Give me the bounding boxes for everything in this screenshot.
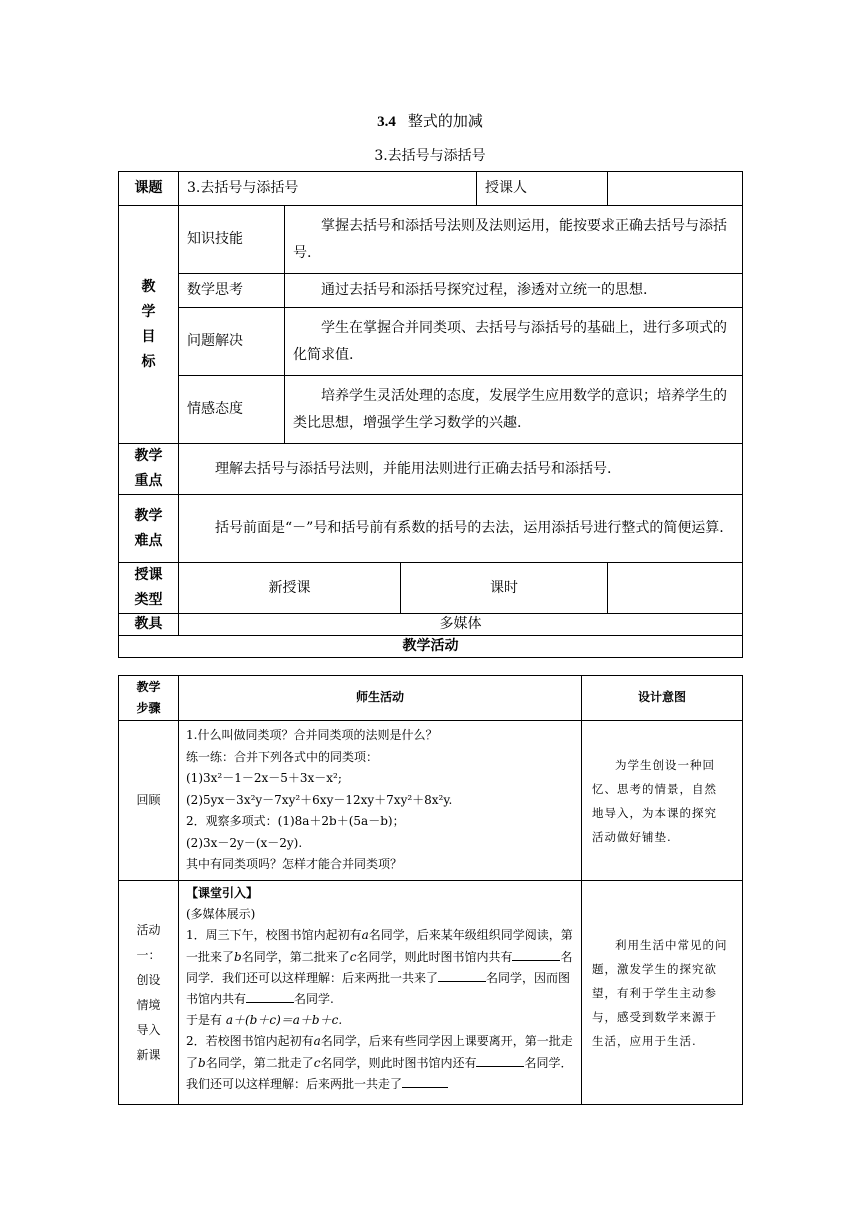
lesson-subtitle: 3.去括号与添括号 <box>374 148 486 164</box>
activity1-step-line: 导入 <box>136 1022 161 1037</box>
formula: a＋(b＋c)＝a＋b＋c. <box>225 1013 343 1028</box>
lesson-plan-table <box>118 171 743 658</box>
step-header-line: 步骤 <box>136 701 161 715</box>
activity1-heading: 【课堂引入】 <box>186 886 259 900</box>
goals-label-char: 学 <box>141 303 156 320</box>
var-a: a <box>361 928 369 943</box>
review-line: 练一练：合并下列各式中的同类项： <box>186 749 379 764</box>
fill-blank <box>476 1054 524 1067</box>
var-a: a <box>313 1034 321 1049</box>
difficulty-label-line: 教学 <box>134 507 163 524</box>
goals-label-char: 标 <box>141 353 156 370</box>
type-label-line: 类型 <box>134 592 163 608</box>
fill-blank <box>512 948 560 961</box>
review-line: (2)5yx－3x²y－7xy²＋6xy－12xy＋7xy²＋8x²y. <box>186 792 453 807</box>
key-points-text: 理解去括号与添括号法则，并能用法则进行正确去括号和添括号. <box>179 444 743 495</box>
key-label-line: 教学 <box>134 448 163 464</box>
goal-text: 掌握去括号和添括号法则及法则运用，能按要求正确去括号与添括号. <box>285 206 743 274</box>
text-run: 名同学，后来有些同学因上课要离开，第一批走了 <box>186 1034 573 1070</box>
section-title-text: 整式的加减 <box>407 112 483 130</box>
teacher-value <box>608 172 743 206</box>
text-run: 名同学．我们还可以这样理解：后来两批一共走了 <box>186 1055 573 1091</box>
activity1-design-intent: 利用生活中常见的问题，激发学生的探究欲望，有利于学生主动参与，感受到数学来源于生活，应用于生活. <box>582 881 743 1105</box>
activity1-step-line: 活动 <box>136 922 161 937</box>
topic-value: 3.去括号与添括号 <box>179 172 477 206</box>
teacher-label: 授课人 <box>477 172 608 206</box>
review-line: (1)3x²－1－2x－5＋3x－x²; <box>186 771 342 786</box>
text-run: 2．若校图书馆内起初有 <box>186 1034 314 1049</box>
goal-text: 通过去括号和添括号探究过程，渗透对立统一的思想. <box>285 274 743 308</box>
lesson-type-label <box>119 563 179 614</box>
goal-label: 问题解决 <box>179 308 285 376</box>
activity1-step <box>119 881 179 1105</box>
var-c: c <box>349 949 357 964</box>
text-run: 名同学，第二批来了 <box>241 949 350 964</box>
activity-column-header: 师生活动 <box>179 676 582 721</box>
lesson-hours-label: 课时 <box>401 563 608 614</box>
goals-label-char: 教 <box>141 278 156 295</box>
text-run: 名同学，则此时图书馆内还有 <box>320 1055 477 1070</box>
review-step: 回顾 <box>119 721 179 881</box>
lesson-type-value: 新授课 <box>179 563 401 614</box>
review-line: 1.什么叫做同类项？合并同类项的法则是什么？ <box>186 728 438 743</box>
difficulty-label <box>119 495 179 563</box>
fill-blank <box>246 990 294 1003</box>
var-c: c <box>313 1055 321 1070</box>
review-line: (2)3x－2y－(x－2y). <box>186 835 303 850</box>
goal-label: 知识技能 <box>179 206 285 274</box>
difficulty-label-line: 难点 <box>134 532 163 549</box>
tools-label: 教具 <box>119 614 179 636</box>
section-number: 3.4 <box>377 114 396 130</box>
review-content <box>179 721 582 881</box>
review-line: 2．观察多项式：(1)8a＋2b＋(5a－b)； <box>186 814 405 829</box>
goal-text: 培养学生灵活处理的态度，发展学生应用数学的意识；培养学生的类比思想，增强学生学习数学的兴趣. <box>285 376 743 444</box>
fill-blank <box>402 1075 448 1088</box>
review-design-intent: 为学生创设一种回忆、思考的情景，自然地导入，为本课的探究活动做好铺垫. <box>582 721 743 881</box>
activity1-step-line: 情境 <box>136 997 161 1012</box>
goals-label <box>119 206 179 444</box>
lesson-hours-value <box>608 563 743 614</box>
text-run: 名同学，后来某年级组织同学阅读，第一批来了 <box>186 928 573 964</box>
activity1-subheading: (多媒体展示) <box>186 907 256 922</box>
activity1-step-line: 新课 <box>136 1047 161 1062</box>
type-label-line: 授课 <box>134 567 163 583</box>
goal-label: 情感态度 <box>179 376 285 444</box>
activity1-formula-line <box>186 1010 574 1031</box>
step-column-header <box>119 676 179 721</box>
activity1-step-line: 创设 <box>136 972 161 987</box>
text-run: 名同学，则此时图书馆内共有 <box>356 949 513 964</box>
activities-table <box>118 675 743 1105</box>
activities-header: 教学活动 <box>119 636 743 658</box>
text-run: 名同学，因而图书馆内共有 <box>186 970 571 1007</box>
text-run: 1．周三下午，校图书馆内起初有 <box>186 928 362 943</box>
key-points-label <box>119 444 179 495</box>
var-b: b <box>198 1055 206 1070</box>
key-label-line: 重点 <box>134 473 163 489</box>
text-run: 名同学．我们还可以这样理解：后来两批一共来了 <box>186 949 573 985</box>
step-header-line: 教学 <box>136 679 161 694</box>
difficulty-text: 括号前面是“－”号和括号前有系数的括号的去法，运用添括号进行整式的简便运算. <box>179 495 743 563</box>
text-run: 于是有 <box>186 1013 223 1028</box>
section-title <box>0 110 860 131</box>
design-column-header: 设计意图 <box>582 676 743 721</box>
tools-value: 多媒体 <box>179 614 743 636</box>
text-run: 名同学，第二批走了 <box>205 1055 314 1070</box>
activity1-content <box>179 881 582 1105</box>
review-line: 其中有同类项吗？怎样才能合并同类项？ <box>186 857 403 872</box>
activity1-paragraph-1 <box>186 925 574 1010</box>
activity1-paragraph-2 <box>186 1031 574 1095</box>
activity1-step-line: 一： <box>136 947 161 962</box>
goal-text: 学生在掌握合并同类项、去括号与添括号的基础上，进行多项式的化简求值. <box>285 308 743 376</box>
text-run: 名同学. <box>294 992 334 1007</box>
goals-label-char: 目 <box>141 328 156 345</box>
var-b: b <box>234 949 242 964</box>
fill-blank <box>438 969 486 982</box>
goal-label: 数学思考 <box>179 274 285 308</box>
topic-label: 课题 <box>119 172 179 206</box>
